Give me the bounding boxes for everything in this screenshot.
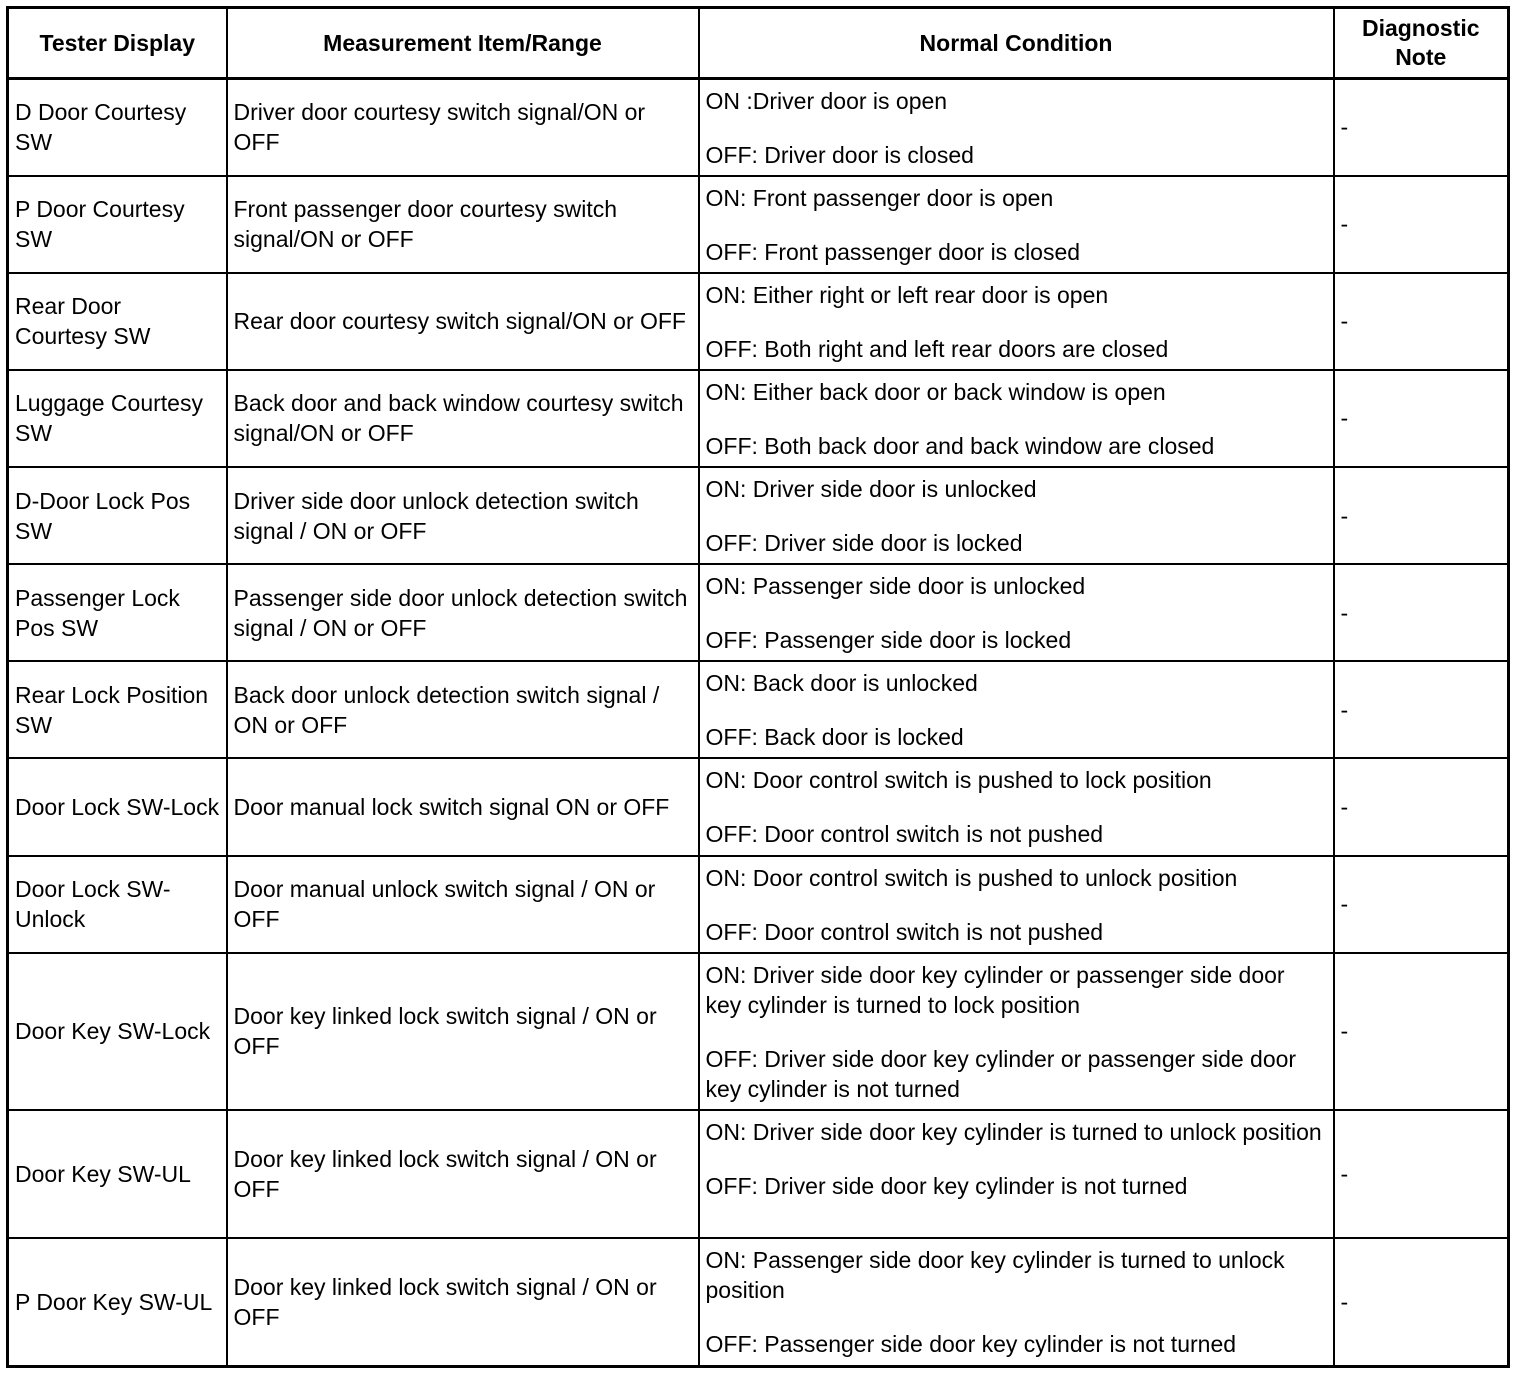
normal-condition-cell — [699, 1110, 1334, 1238]
on-condition: ON: Driver side door key cylinder or passenger side door key cylinder is turned to lock position — [705, 961, 1285, 1018]
off-condition: OFF: Passenger side door is locked — [705, 627, 1072, 654]
on-condition: ON :Driver door is open — [705, 88, 948, 114]
header-normal-condition: Normal Condition — [699, 8, 1334, 79]
header-tester-display: Tester Display — [8, 8, 227, 79]
header-row — [8, 8, 1509, 79]
table-row — [8, 856, 1509, 953]
on-condition: ON: Either right or left rear door is open — [705, 281, 1109, 308]
on-condition: ON: Door control switch is pushed to lock position — [705, 767, 1212, 794]
table-row — [8, 79, 1509, 176]
diagnostic-note-cell: - — [1334, 370, 1509, 467]
measurement-cell: Door manual lock switch signal ON or OFF — [227, 758, 699, 855]
diagnostic-note-cell: - — [1334, 1110, 1509, 1238]
table-row — [8, 661, 1509, 758]
measurement-cell: Back door and back window courtesy switch signal/ON or OFF — [227, 370, 699, 467]
table-row — [8, 953, 1509, 1110]
diagnostic-note-cell: - — [1334, 564, 1509, 661]
tester-display-cell: Passenger Lock Pos SW — [8, 564, 227, 661]
off-condition: OFF: Driver side door key cylinder or passenger side door key cylinder is not turned — [705, 1045, 1297, 1102]
normal-condition-cell — [699, 856, 1334, 953]
off-condition: OFF: Both back door and back window are closed — [705, 432, 1215, 459]
tester-display-cell: Door Key SW-Lock — [8, 953, 227, 1110]
tester-display-cell: Luggage Courtesy SW — [8, 370, 227, 467]
off-condition: OFF: Driver side door is locked — [705, 530, 1023, 557]
on-condition: ON: Passenger side door key cylinder is turned to unlock position — [705, 1247, 1285, 1304]
off-condition: OFF: Both right and left rear doors are closed — [705, 335, 1169, 362]
measurement-cell: Driver side door unlock detection switch signal / ON or OFF — [227, 467, 699, 564]
data-list-table — [6, 6, 1510, 1368]
tester-display-cell: D Door Courtesy SW — [8, 79, 227, 176]
header-diagnostic-note: Diagnostic Note — [1334, 8, 1509, 79]
measurement-cell: Door key linked lock switch signal / ON or OFF — [227, 1238, 699, 1366]
table-row — [8, 370, 1509, 467]
normal-condition-cell — [699, 1238, 1334, 1366]
off-condition: OFF: Back door is locked — [705, 724, 964, 751]
normal-condition-cell — [699, 661, 1334, 758]
off-condition: OFF: Door control switch is not pushed — [705, 821, 1104, 848]
normal-condition-cell — [699, 953, 1334, 1110]
tester-display-cell: Door Lock SW-Lock — [8, 758, 227, 855]
on-condition: ON: Either back door or back window is open — [705, 378, 1166, 405]
on-condition: ON: Passenger side door is unlocked — [705, 573, 1086, 600]
diagnostic-note-cell: - — [1334, 661, 1509, 758]
table-row — [8, 176, 1509, 273]
diagnostic-note-cell: - — [1334, 79, 1509, 176]
diagnostic-note-cell: - — [1334, 856, 1509, 953]
tester-display-cell: P Door Courtesy SW — [8, 176, 227, 273]
table-row — [8, 564, 1509, 661]
table-row — [8, 758, 1509, 855]
off-condition: OFF: Front passenger door is closed — [705, 238, 1081, 265]
measurement-cell: Door manual unlock switch signal / ON or OFF — [227, 856, 699, 953]
tester-display-cell: Door Key SW-UL — [8, 1110, 227, 1238]
on-condition: ON: Front passenger door is open — [705, 184, 1054, 211]
off-condition: OFF: Door control switch is not pushed — [705, 918, 1104, 945]
normal-condition-cell — [699, 370, 1334, 467]
diagnostic-note-cell: - — [1334, 1238, 1509, 1366]
on-condition: ON: Driver side door key cylinder is turned to unlock position — [705, 1119, 1322, 1145]
normal-condition-cell — [699, 758, 1334, 855]
measurement-cell: Door key linked lock switch signal / ON or OFF — [227, 1110, 699, 1238]
measurement-cell: Door key linked lock switch signal / ON or OFF — [227, 953, 699, 1110]
tester-display-cell: D-Door Lock Pos SW — [8, 467, 227, 564]
diagnostic-note-cell: - — [1334, 176, 1509, 273]
measurement-cell: Rear door courtesy switch signal/ON or OFF — [227, 273, 699, 370]
on-condition: ON: Door control switch is pushed to unlock position — [705, 864, 1238, 891]
tester-display-cell: Rear Lock Position SW — [8, 661, 227, 758]
diagnostic-note-cell: - — [1334, 467, 1509, 564]
table-row — [8, 1110, 1509, 1238]
diagnostic-note-cell: - — [1334, 758, 1509, 855]
diagnostic-note-cell: - — [1334, 953, 1509, 1110]
on-condition: ON: Back door is unlocked — [705, 670, 978, 697]
measurement-cell: Passenger side door unlock detection switch signal / ON or OFF — [227, 564, 699, 661]
tester-display-cell: P Door Key SW-UL — [8, 1238, 227, 1366]
measurement-cell: Driver door courtesy switch signal/ON or OFF — [227, 79, 699, 176]
table-row — [8, 273, 1509, 370]
on-condition: ON: Driver side door is unlocked — [705, 476, 1037, 503]
measurement-cell: Front passenger door courtesy switch signal/ON or OFF — [227, 176, 699, 273]
header-measurement: Measurement Item/Range — [227, 8, 699, 79]
normal-condition-cell — [699, 79, 1334, 176]
normal-condition-cell — [699, 273, 1334, 370]
off-condition: OFF: Driver door is closed — [705, 142, 974, 168]
diagnostic-note-cell: - — [1334, 273, 1509, 370]
measurement-cell: Back door unlock detection switch signal / ON or OFF — [227, 661, 699, 758]
normal-condition-cell — [699, 467, 1334, 564]
tester-display-cell: Rear Door Courtesy SW — [8, 273, 227, 370]
normal-condition-cell — [699, 564, 1334, 661]
tester-display-cell: Door Lock SW-Unlock — [8, 856, 227, 953]
table-row — [8, 1238, 1509, 1366]
off-condition: OFF: Driver side door key cylinder is not turned — [705, 1173, 1188, 1199]
normal-condition-cell — [699, 176, 1334, 273]
table-row — [8, 467, 1509, 564]
off-condition: OFF: Passenger side door key cylinder is not turned — [705, 1331, 1237, 1358]
